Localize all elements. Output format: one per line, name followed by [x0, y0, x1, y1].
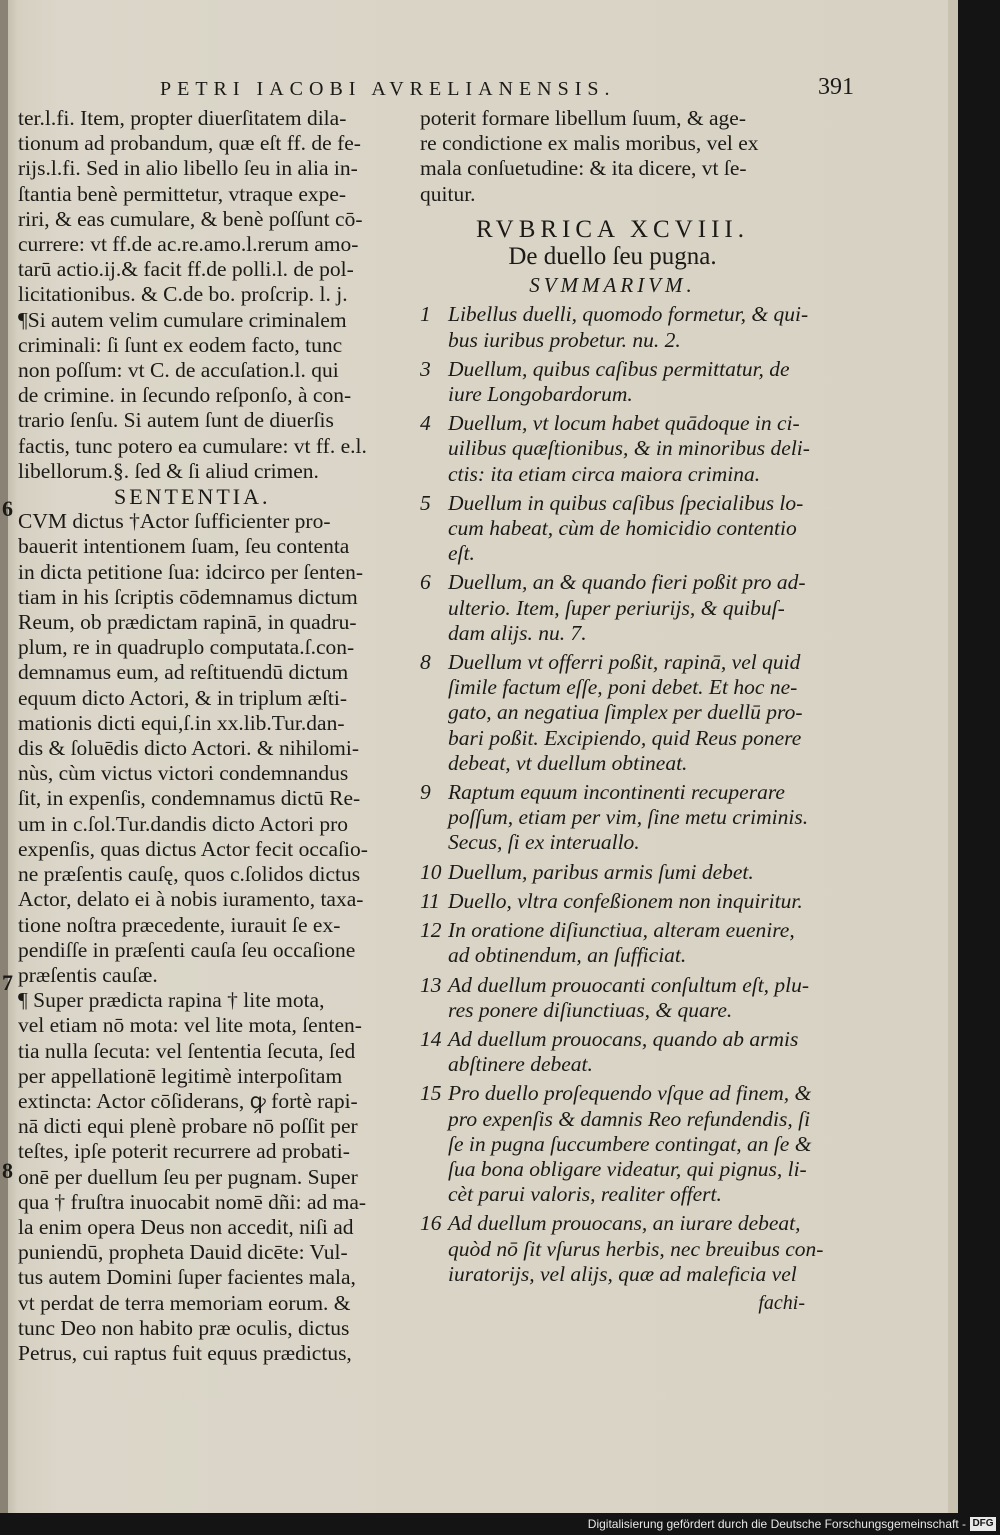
dfg-logo: DFG: [970, 1517, 996, 1531]
summary-line: Secus, ſi ex interuallo.: [448, 830, 640, 855]
text-line: ¶Si autem velim cumulare criminalem: [18, 307, 347, 332]
running-head: PETRI IACOBI AVRELIANENSIS.: [160, 78, 616, 100]
text-line: tione noſtra præcedente, iurauit ſe ex-: [18, 912, 341, 937]
summary-item: [420, 780, 809, 856]
summary-item-text: [448, 1027, 805, 1077]
summary-item-number: 6: [420, 570, 431, 595]
text-line: currere: vt ff.de ac.re.amo.l.rerum amo-: [18, 232, 359, 257]
summary-line: ſua bona obligare videatur, qui pignus, li-: [448, 1156, 807, 1181]
right-text-block-top: [420, 106, 805, 207]
text-line: licitationibus. & C.de bo. proſcrip. l. j.: [18, 282, 348, 307]
rubrica-title: De duello ſeu pugna.: [508, 243, 717, 271]
summary-item-number: 9: [420, 780, 431, 805]
summary-item-text: [448, 1211, 823, 1287]
summary-line: poſſum, etiam per vim, ſine metu criminis.: [448, 805, 809, 830]
summary-line: iuratorijs, vel alijs, quæ ad maleficia vel: [448, 1261, 797, 1286]
summary-line: ad obtinendum, an ſufficiat.: [448, 943, 687, 968]
summary-item-number: 10: [420, 859, 442, 884]
summary-item: [420, 918, 805, 968]
summarium-heading: SVMMARIVM.: [529, 273, 696, 298]
summary-line: dam alijs. nu. 7.: [448, 620, 587, 645]
summary-line: res ponere diſiunctiuas, & quare.: [448, 997, 733, 1022]
text-line: nā dicti equi plenè probare nō poſſit per: [18, 1114, 358, 1139]
summary-item: [420, 972, 810, 1023]
text-line: tionum ad probandum, quæ eſt ff. de fe-: [18, 131, 361, 156]
text-line: tiam in his ſcriptis cōdemnamus dictum: [18, 584, 358, 609]
text-line: ¶ Super prædicta rapina † lite mota,: [18, 988, 325, 1013]
summary-line: Raptum equum incontinenti recuperare: [448, 780, 785, 805]
summary-item: [420, 650, 805, 776]
summary-item-text: [448, 889, 805, 914]
summary-line: eſt.: [448, 541, 475, 566]
summary-item: [420, 1081, 812, 1207]
summary-item-number: 5: [420, 490, 431, 515]
summary-item-text: [448, 780, 808, 856]
summary-line: ſe in pugna ſuccumbere contingat, an ſe &: [448, 1131, 812, 1156]
summary-item-text: [448, 570, 806, 646]
margin-number-8: 8: [2, 1158, 13, 1183]
summary-item-number: 13: [420, 972, 442, 997]
left-text-block-c: [18, 988, 403, 1366]
text-line: mala conſuetudine: & ita dicere, vt ſe-: [420, 156, 747, 181]
summary-item: [420, 357, 805, 407]
text-line: criminali: ſi ſunt ex eodem facto, tunc: [18, 332, 343, 357]
text-line: equum dicto Actori, & in triplum æſti-: [18, 685, 348, 710]
summary-line: bari poßit. Excipiendo, quid Reus ponere: [448, 725, 802, 750]
summary-line: bus iuribus probetur. nu. 2.: [448, 327, 681, 352]
summary-item-number: 8: [420, 650, 431, 675]
text-line: factis, tunc potero ea cumulare: vt ff. e.l.: [18, 433, 367, 458]
text-line: pendiſſe in præſenti cauſa ſeu occaſione: [18, 937, 356, 962]
summary-item-number: 15: [420, 1081, 442, 1106]
summary-item: [420, 1027, 805, 1077]
text-line: riri, & eas cumulare, & benè poſſunt cō-: [18, 206, 363, 231]
catchword: fachi-: [758, 1291, 805, 1314]
margin-number-6: 6: [2, 496, 13, 521]
summary-line: ctis: ita etiam circa maiora crimina.: [448, 461, 761, 486]
text-line: tarū actio.ij.& facit ff.de polli.l. de pol-: [18, 257, 354, 282]
text-line: tia nulla ſecuta: vel ſententia ſecuta, ſed: [18, 1038, 356, 1063]
text-line: libellorum.§. ſed & ſi aliud crimen.: [18, 458, 319, 483]
text-line: mationis dicti equi,ſ.in xx.lib.Tur.dan-: [18, 710, 345, 735]
text-line: plum, re in quadruplo computata.ſ.con-: [18, 635, 355, 660]
text-line: CVM dictus †Actor ſufficienter pro-: [18, 509, 331, 534]
summary-line: Duellum vt offerri poßit, rapinā, vel quid: [448, 650, 801, 675]
text-line: quitur.: [420, 181, 476, 206]
summary-line: cèt parui valoris, realiter offert.: [448, 1182, 722, 1207]
summary-line: iure Longobardorum.: [448, 382, 633, 407]
text-line: rijs.l.fi. Sed in alio libello ſeu in alia in-: [18, 156, 358, 181]
text-line: vel etiam nō mota: vel lite mota, ſenten-: [18, 1013, 362, 1038]
summary-item-text: [448, 973, 809, 1023]
text-line: præſentis cauſæ.: [18, 962, 158, 987]
summary-line: pro expenſis & damnis Reo refundendis, ſi: [448, 1106, 811, 1131]
summary-item-number: 14: [420, 1026, 442, 1051]
summary-item: [420, 1211, 824, 1287]
summary-item-text: [448, 357, 805, 407]
left-text-block-b: [18, 509, 403, 988]
summary-line: Duellum, an & quando fieri poßit pro ad-: [448, 570, 806, 595]
binding-shadow: [0, 0, 8, 1513]
text-line: qua † fruſtra inuocabit nomē dñi: ad ma-: [18, 1189, 367, 1214]
summary-item-text: [448, 411, 810, 487]
text-line: trario ſenſu. Si autem ſunt de diuerſis: [18, 408, 334, 433]
summary-line: Duellum in quibus caſibus ſpecialibus lo-: [448, 490, 804, 515]
summary-item-text: [448, 491, 805, 567]
margin-number-7: 7: [2, 970, 13, 995]
page-number: 391: [818, 74, 854, 100]
summary-item: [420, 570, 805, 646]
footer-credit: Digitalisierung gefördert durch die Deutsche Forschungsgemeinschaft -: [587, 1517, 966, 1531]
summary-line: ſimile factum eſſe, poni debet. Et hoc ne-: [448, 675, 798, 700]
summary-line: In oratione diſiunctiua, alteram euenire,: [448, 918, 795, 943]
summary-item-number: 1: [420, 302, 431, 327]
summary-item: [420, 860, 805, 885]
text-line: puniendū, propheta Dauid dicēte: Vul-: [18, 1240, 348, 1265]
summary-line: Ad duellum prouocans, quando ab armis: [448, 1026, 799, 1051]
summary-line: quòd nō ſit vſurus herbis, nec breuibus con-: [448, 1236, 824, 1261]
summary-line: ulterio. Item, ſuper periurijs, & quibuſ-: [448, 595, 785, 620]
summary-item-number: 11: [420, 888, 440, 913]
text-line: per appellationē legitimè interpoſitam: [18, 1063, 343, 1088]
text-line: poterit formare libellum ſuum, & age-: [420, 106, 746, 130]
text-line: dis & ſoluēdis dicto Actori. & nihilomi-: [18, 736, 359, 761]
summary-item: [420, 411, 810, 487]
text-line: onē per duellum ſeu per pugnam. Super: [18, 1164, 358, 1189]
rubrica-heading: RVBRICA XCVIII.: [475, 215, 749, 243]
text-line: nùs, cùm victus victori condemnandus: [18, 761, 349, 786]
text-line: de crimine. in ſecundo reſponſo, à con-: [18, 383, 352, 408]
right-column: [420, 106, 824, 1316]
summary-line: Libellus duelli, quomodo formetur, & qui-: [448, 302, 809, 327]
summary-line: Duellum, paribus armis ſumi debet.: [448, 859, 754, 884]
text-line: demnamus eum, ad reſtituendū dictum: [18, 660, 349, 685]
summary-item-number: 16: [420, 1211, 442, 1236]
text-line: tus autem Domini ſuper facientes mala,: [18, 1265, 356, 1290]
summary-list: [420, 302, 824, 1287]
summary-line: debeat, vt duellum obtineat.: [448, 750, 688, 775]
text-line: vt perdat de terra memoriam eorum. &: [18, 1290, 351, 1315]
summary-line: gato, an negatiua ſimplex per duellū pro-: [448, 700, 803, 725]
page-edge: [948, 0, 958, 1513]
text-line: ter.l.fi. Item, propter diuerſitatem dila-: [18, 106, 347, 130]
text-line: ne præſentis cauſę, quos c.ſolidos dictus: [18, 862, 361, 887]
text-line: in dicta petitione ſua: idcirco per ſenten-: [18, 559, 364, 584]
summary-line: Duello, vltra confeßionem non inquiritur.: [448, 888, 803, 913]
text-line: bauerit intentionem ſuam, ſeu contenta: [18, 534, 350, 559]
summary-line: Duellum, quibus caſibus permittatur, de: [448, 356, 790, 381]
text-line: expenſis, quas dictus Actor fecit occaſio-: [18, 836, 368, 861]
text-line: Actor, delato ei à nobis iuramento, taxa-: [18, 887, 364, 912]
left-column: [18, 106, 403, 1366]
summary-item-number: 3: [420, 356, 431, 381]
summary-line: Duellum, vt locum habet quādoque in ci-: [448, 411, 800, 436]
summary-line: abſtinere debeat.: [448, 1052, 593, 1077]
text-line: ſit, in expenſis, condemnamus dictū Re-: [18, 786, 361, 811]
text-line: la enim opera Deus non accedit, niſi ad: [18, 1214, 354, 1239]
summary-item-text: [448, 302, 808, 352]
summary-item-number: 12: [420, 918, 442, 943]
text-line: teſtes, ipſe poterit recurrere ad probati-: [18, 1139, 350, 1164]
summary-line: Ad duellum prouocanti conſultum eſt, plu-: [448, 972, 810, 997]
text-line: ſtantia benè permittetur, vtraque expe-: [18, 181, 347, 206]
summary-line: Ad duellum prouocans, an iurare debeat,: [448, 1211, 801, 1236]
text-line: non poſſum: vt C. de accuſation.l. qui: [18, 358, 339, 383]
text-line: re condictione ex malis moribus, vel ex: [420, 131, 759, 156]
summary-item-text: [448, 918, 805, 968]
text-line: Petrus, cui raptus fuit equus prædictus,: [18, 1340, 352, 1365]
summary-item: [420, 302, 809, 352]
summary-item-number: 4: [420, 411, 431, 436]
text-line: um in c.ſol.Tur.dandis dicto Actori pro: [18, 811, 349, 836]
summary-item: [420, 889, 805, 914]
summary-item-text: [448, 860, 805, 885]
summary-line: cum habeat, cùm de homicidio contentio: [448, 516, 797, 541]
text-line: Reum, ob prædictam rapinā, in quadru-: [18, 610, 357, 635]
summary-line: Pro duello proſequendo vſque ad finem, &: [448, 1081, 812, 1106]
summary-item: [420, 491, 805, 567]
text-line: extincta: Actor cōſiderans, ꝙ fortè rapi-: [18, 1088, 358, 1113]
left-text-block-a: [18, 106, 403, 484]
summary-item-text: [448, 1081, 811, 1207]
footer-bar: [0, 1513, 1000, 1535]
summary-line: uilibus quæſtionibus, & in minoribus deli-: [448, 436, 810, 461]
summary-item-text: [448, 650, 805, 776]
sententia-heading: SENTENTIA.: [114, 484, 271, 510]
text-line: tunc Deo non habito præ oculis, dictus: [18, 1315, 350, 1340]
